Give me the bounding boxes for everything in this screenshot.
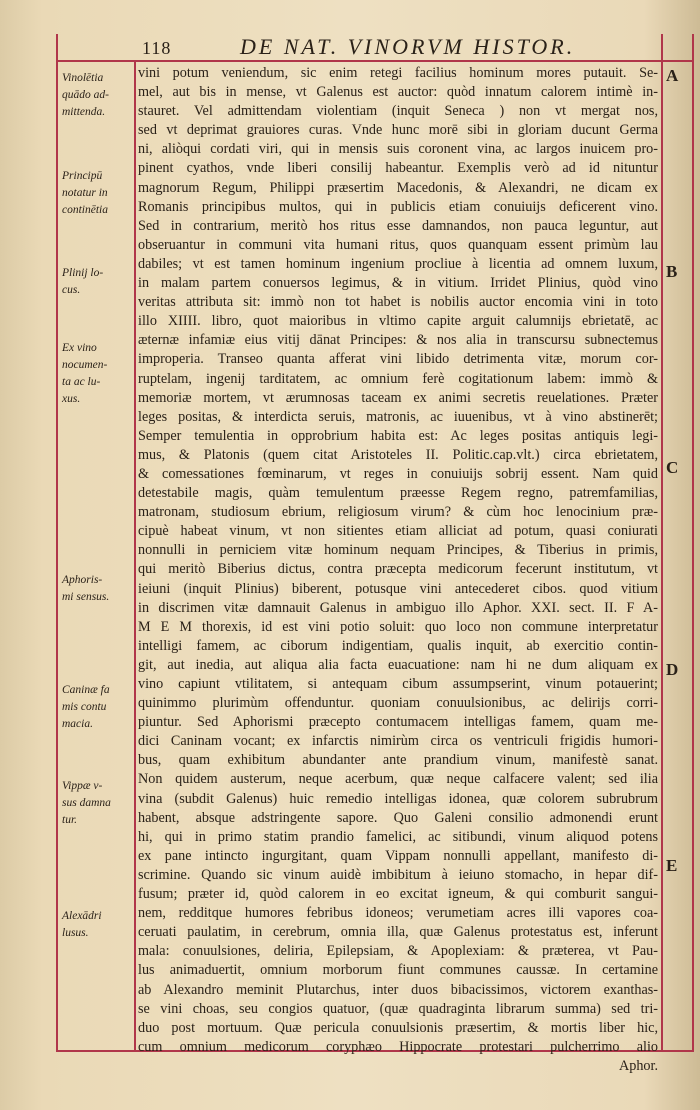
text-line: nonnulli in perniciem vitæ hominum nequam Principes, & Tiberius in primis, xyxy=(138,542,658,559)
text-line: cipuè habeat vinum, vt non sitientes etiam alliciat ad potum, quasi coniurati xyxy=(138,523,658,540)
text-line: stauret. Vel admittendam violentiam (inquit Seneca ) non vt mergat nos, xyxy=(138,103,658,120)
text-line: mala: conuulsiones, deliria, Epilepsiam, & Apoplexiam: & præterea, vt Pau- xyxy=(138,943,658,960)
text-line: veritas attributa sit: immò non tot habet is nobilis auctor encomia vini in toto xyxy=(138,294,658,311)
text-line: pinent cyathos, vnde liberi consilij habeantur. Exemplis verò ad id nituntur xyxy=(138,160,658,177)
text-line: ex pane intincto ingurgitant, quam Vippam nonnulli appellant, manifesto di- xyxy=(138,847,658,864)
text-line: in discrimen vitæ damnauit Galenus in ambiguo illo Aphor. XXI. sect. II. F A- xyxy=(138,599,658,616)
text-line: fusum; præter id, quòd calorem in eo excitat igneum, & qui comburit sangui- xyxy=(138,886,658,903)
text-line: ieiuni (inquit Plinius) biberent, potusque vini antecederet cibos. quod vitium xyxy=(138,580,658,597)
text-line: git, aut inedia, aut aliqua alia facta euacuatione: nam hi ne dum aliquam ex xyxy=(138,656,658,673)
margin-note: Caninæ fa mis contu macia. xyxy=(62,684,110,730)
text-line: bus, quam exhibitum abundanter ante prandium vinum, manifestè sanat. xyxy=(138,752,658,769)
running-head: DE NAT. VINORVM HISTOR. xyxy=(240,34,576,59)
text-line: se vini choas, seu congios quatuor, (quæ quadraginta librarum summa) sed tri- xyxy=(138,1000,658,1017)
text-line: piuntur. Sed Aphorismi præcepto contumacem intelligas famem, quam me- xyxy=(138,714,658,731)
text-line: duo post mortuum. Quæ pericula conuulsionis præsertim, & mortis liber hic, xyxy=(138,1019,658,1036)
text-line: magnorum Regum, Philippi præsertim Macedonis, & Alexandri, ne dicam ex xyxy=(138,179,658,196)
body-text xyxy=(138,64,658,1076)
text-line: ni, aliòqui cordati viri, qui in mensis suis coronent vina, ac largos inuicem pro- xyxy=(138,141,658,158)
text-line: memoriæ mortem, vt ærumnosas taceam ex animi secretis reuelationes. Præter xyxy=(138,389,658,406)
text-line: vini potum veniendum, sic enim retegi facilius hominum mores putauit. Se- xyxy=(138,65,658,81)
text-line: qui meritò Biberius dictus, contra præcepta medicorum fecerunt institutum, vt xyxy=(138,561,658,578)
text-line: dabiles; vt est tamen hominum ingenium procliue à licentia ad omnem luxum, xyxy=(138,255,658,272)
section-letter: A xyxy=(666,66,679,85)
text-line: Romanis principibus multos, qui in publicis etiam conuiuijs deficerent vino. xyxy=(138,198,658,215)
section-letter: E xyxy=(666,856,678,875)
text-line: vino capiunt vtilitatem, si antequam cibum assumpserint, vinum potauerint; xyxy=(138,676,658,692)
right-text-rule xyxy=(661,34,663,1050)
right-outer-rule xyxy=(692,34,694,1050)
text-line: æternæ infamiæ eius vitij dānat Principes: & nos alia in transcursu subnectemus xyxy=(138,332,658,349)
text-line: mus, & Platonis (quem citat Aristoteles II. Politic.cap.vlt.) circa ebrietatem, xyxy=(138,446,658,463)
page-header xyxy=(140,34,660,62)
text-line: & comessationes fœminarum, vt reges in conuiuijs sobrij essent. Nam quid xyxy=(138,465,658,482)
text-line: obseruantur in communi vita humani ritus, quos quanquam essent primùm lau xyxy=(138,236,658,253)
text-line: leges positas, & interdicta seruis, matronis, ac iuuenibus, vt à vino abstinerēt; xyxy=(138,408,658,425)
text-line: improperia. Transeo quanta afferat vini libido detrimenta vitæ, morum cor- xyxy=(138,351,658,368)
text-line: lus animaduertit, omnium morborum fiunt communes caussæ. In certamine xyxy=(138,962,658,979)
text-line: matronam, studiosum ebrium, religiosum virum? & cùm hoc lenocinium præ- xyxy=(138,504,658,521)
text-line: nem, redditque humores febribus idoneos; verumetiam acres illi vapores coa- xyxy=(138,905,658,922)
text-line: scrimine. Quando sic vinum auidè imbibitum à ieiuno stomacho, in hepar dif- xyxy=(138,866,658,883)
text-line: ab Alexandro meminit Plutarchus, inter duos bibacissimos, victorem exanthas- xyxy=(138,981,658,998)
margin-note: Plinij lo- cus. xyxy=(62,267,104,296)
text-line: ceruati paulatim, in cerebrum, omnia illa, quæ Galenus protestatus est, inferunt xyxy=(138,924,658,941)
text-line: Semper temulentia in opprobrium habita est: Ac leges positas antiquis legi- xyxy=(138,427,658,444)
margin-note: Ex vino nocumen- ta ac lu- xus. xyxy=(62,342,108,405)
margin-notes xyxy=(58,60,136,1050)
text-line: in malam partem conuersos legimus, & in vitium. Irridet Plinius, quòd vino xyxy=(138,275,658,292)
text-line: sed vt deprimat grauiores curas. Vnde hunc morē sibi in gloriam ducunt Germa xyxy=(138,122,658,139)
text-line: M E M thorexis, id est vini potio soluit: quo loco non commune interpretatur xyxy=(138,618,658,635)
text-line: vina (subdit Galenus) huic remedio intelligas idonea, quæ colorem subrubrum xyxy=(138,790,658,807)
text-line: quinimmo plurimùm offenduntur. quoniam conuulsionibus, ac delirijs corri- xyxy=(138,695,658,712)
text-line: Non quidem austerum, neque acerbum, quæ neque calfacere valent; sed ilia xyxy=(138,771,658,788)
section-letter: D xyxy=(666,660,679,679)
text-line: Aphor. xyxy=(618,1057,658,1074)
text-line: habent, absque adstringente sapore. Quo Galeni consilio admonendi erunt xyxy=(138,809,658,826)
text-line: dici Caninam vocant; ex infarctis nimirùm circa os ventriculi frigidis humori- xyxy=(138,733,658,750)
text-line: intelligi famem, ac ciborum indigentiam, qualis inquit, ab exercitio contin- xyxy=(138,637,658,654)
text-line: mel, aut bis in mense, vt Galenus est auctor: quòd innatum calorem intimè in- xyxy=(138,84,658,101)
margin-note: Vinolētia quādo ad- mittenda. xyxy=(62,72,109,118)
margin-note: Principū notatur in continētia xyxy=(62,170,108,216)
text-line: hi, qui in primo statim prandio famelici, ac sitibundi, vinum aliquod potens xyxy=(138,828,658,845)
page-number: 118 xyxy=(142,38,172,58)
text-line: detestabile magis, quàm temulentum præesse Regem regno, patremfamilias, xyxy=(138,485,658,502)
text-line: ruptelam, ingenij tarditatem, ac omnium ferè cogitationum labem: immò & xyxy=(138,370,658,387)
margin-note: Alexādri lusus. xyxy=(62,910,102,939)
margin-note: Vippæ v- sus damna tur. xyxy=(62,780,111,826)
section-letter: B xyxy=(666,262,678,281)
section-letter: C xyxy=(666,458,679,477)
text-line: illo XIIII. libro, quot maioribus in vltimo capite arguit calumnijs ebrietatē, ac xyxy=(138,313,658,330)
margin-note: Aphoris- mi sensus. xyxy=(62,574,110,603)
text-line: Sed in contrarium, meritò hos ritus esse damnandos, non pauca leguntur, aut xyxy=(138,217,658,234)
text-line: cum omnium medicorum coryphæo Hippocrate protestari pulcherrimo alio xyxy=(138,1038,658,1055)
